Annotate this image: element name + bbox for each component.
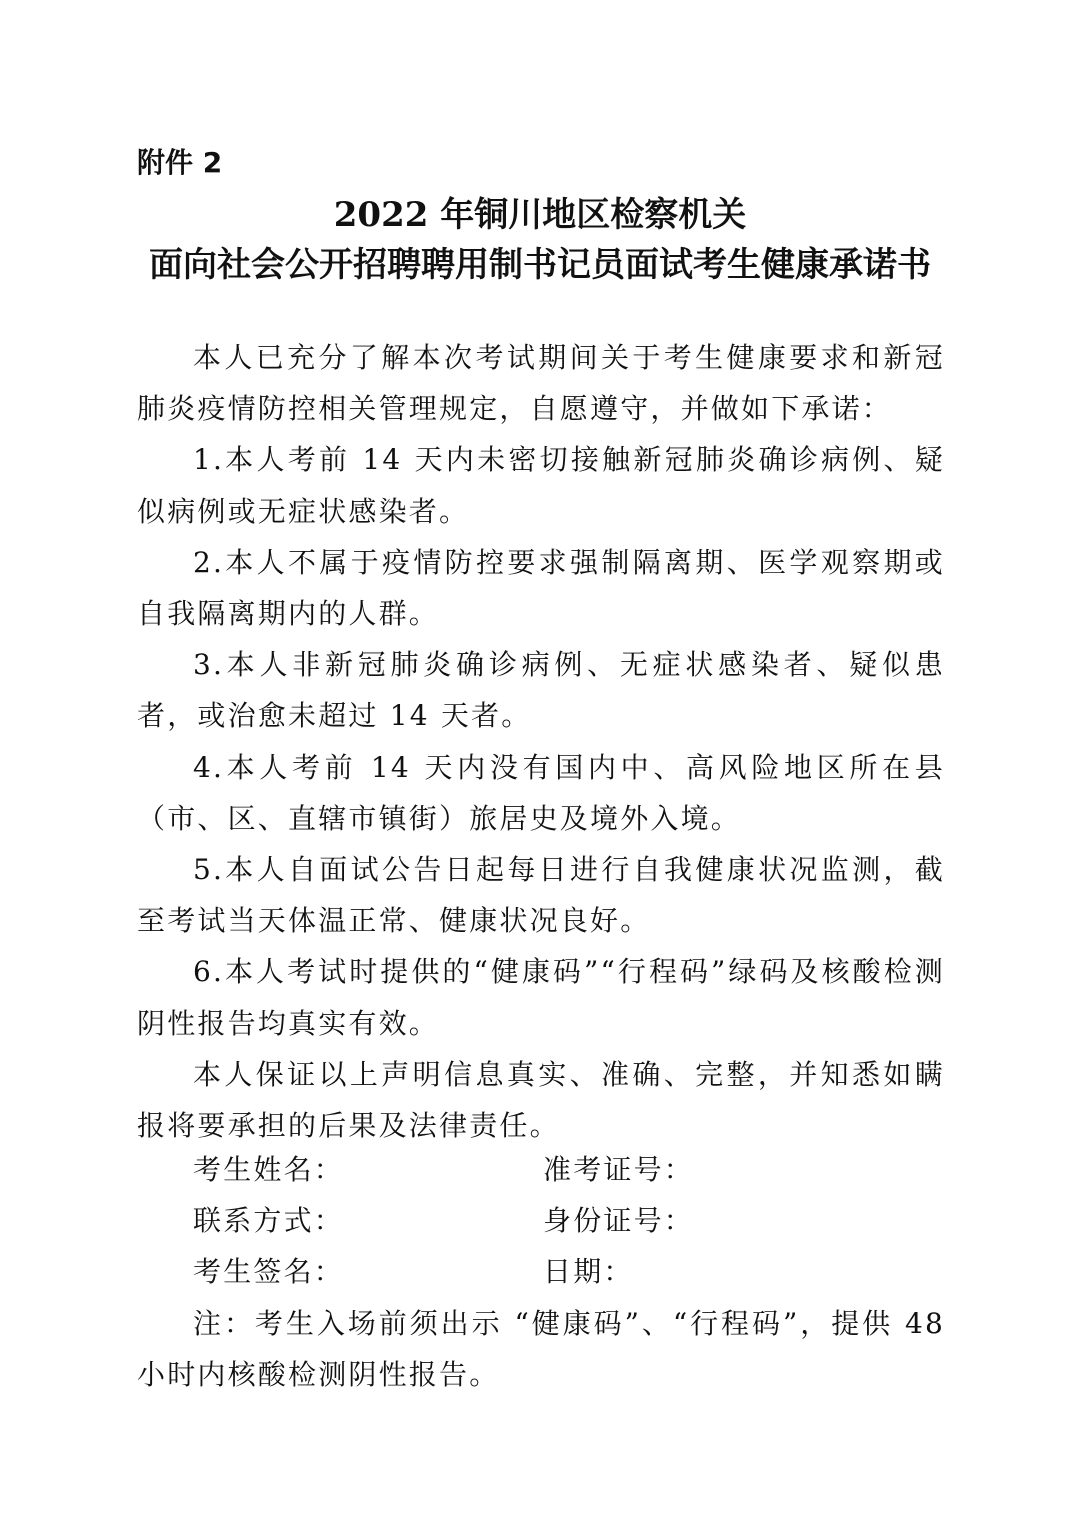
title-line-2: 面向社会公开招聘聘用制书记员面试考生健康承诺书 (149, 245, 931, 285)
guarantee-paragraph: 本人保证以上声明信息真实、准确、完整，并知悉如瞒报将要承担的后果及法律责任。 (137, 1057, 945, 1143)
ticket-number-label: 准考证号： (543, 1153, 695, 1186)
commitment-item-3: 3.本人非新冠肺炎确诊病例、无症状感染者、疑似患者，或治愈未超过 14 天者。 (137, 648, 945, 733)
intro-paragraph: 本人已充分了解本次考试期间关于考生健康要求和新冠肺炎疫情防控相关管理规定，自愿遵守，并做如下承诺： (137, 341, 945, 426)
date-label: 日期： (543, 1255, 634, 1289)
candidate-name-label: 考生姓名： (193, 1153, 345, 1186)
signature-label: 考生签名： (193, 1255, 345, 1289)
commitment-item-1: 1.本人考前 14 天内未密切接触新冠肺炎确诊病例、疑似病例或无症状感染者。 (137, 443, 945, 528)
commitment-item-2: 2.本人不属于疫情防控要求强制隔离期、医学观察期或自我隔离期内的人群。 (137, 545, 945, 631)
contact-label: 联系方式： (193, 1204, 345, 1238)
commitment-item-6: 6.本人考试时提供的“健康码”“行程码”绿码及核酸检测阴性报告均真实有效。 (137, 955, 945, 1040)
note-paragraph: 注：考生入场前须出示 “健康码”、“行程码”，提供 48 小时内核酸检测阴性报告。 (137, 1307, 945, 1392)
commitment-item-5: 5.本人自面试公告日起每日进行自我健康状况监测，截至考试当天体温正常、健康状况良好。 (137, 853, 945, 938)
attachment-label: 附件 2 (137, 146, 223, 179)
commitment-item-4: 4.本人考前 14 天内没有国内中、高风险地区所在县（市、区、直辖市镇街）旅居史及境外入境。 (137, 750, 945, 835)
field-row-contact (193, 1195, 943, 1246)
title-line-1: 2022 年铜川地区检察机关 (333, 195, 747, 235)
field-row-signature (193, 1246, 943, 1297)
field-row-name (193, 1144, 943, 1195)
commitment-body (137, 332, 945, 1151)
id-number-label: 身份证号： (543, 1204, 695, 1238)
note-section (137, 1298, 945, 1400)
candidate-fields (193, 1144, 943, 1298)
